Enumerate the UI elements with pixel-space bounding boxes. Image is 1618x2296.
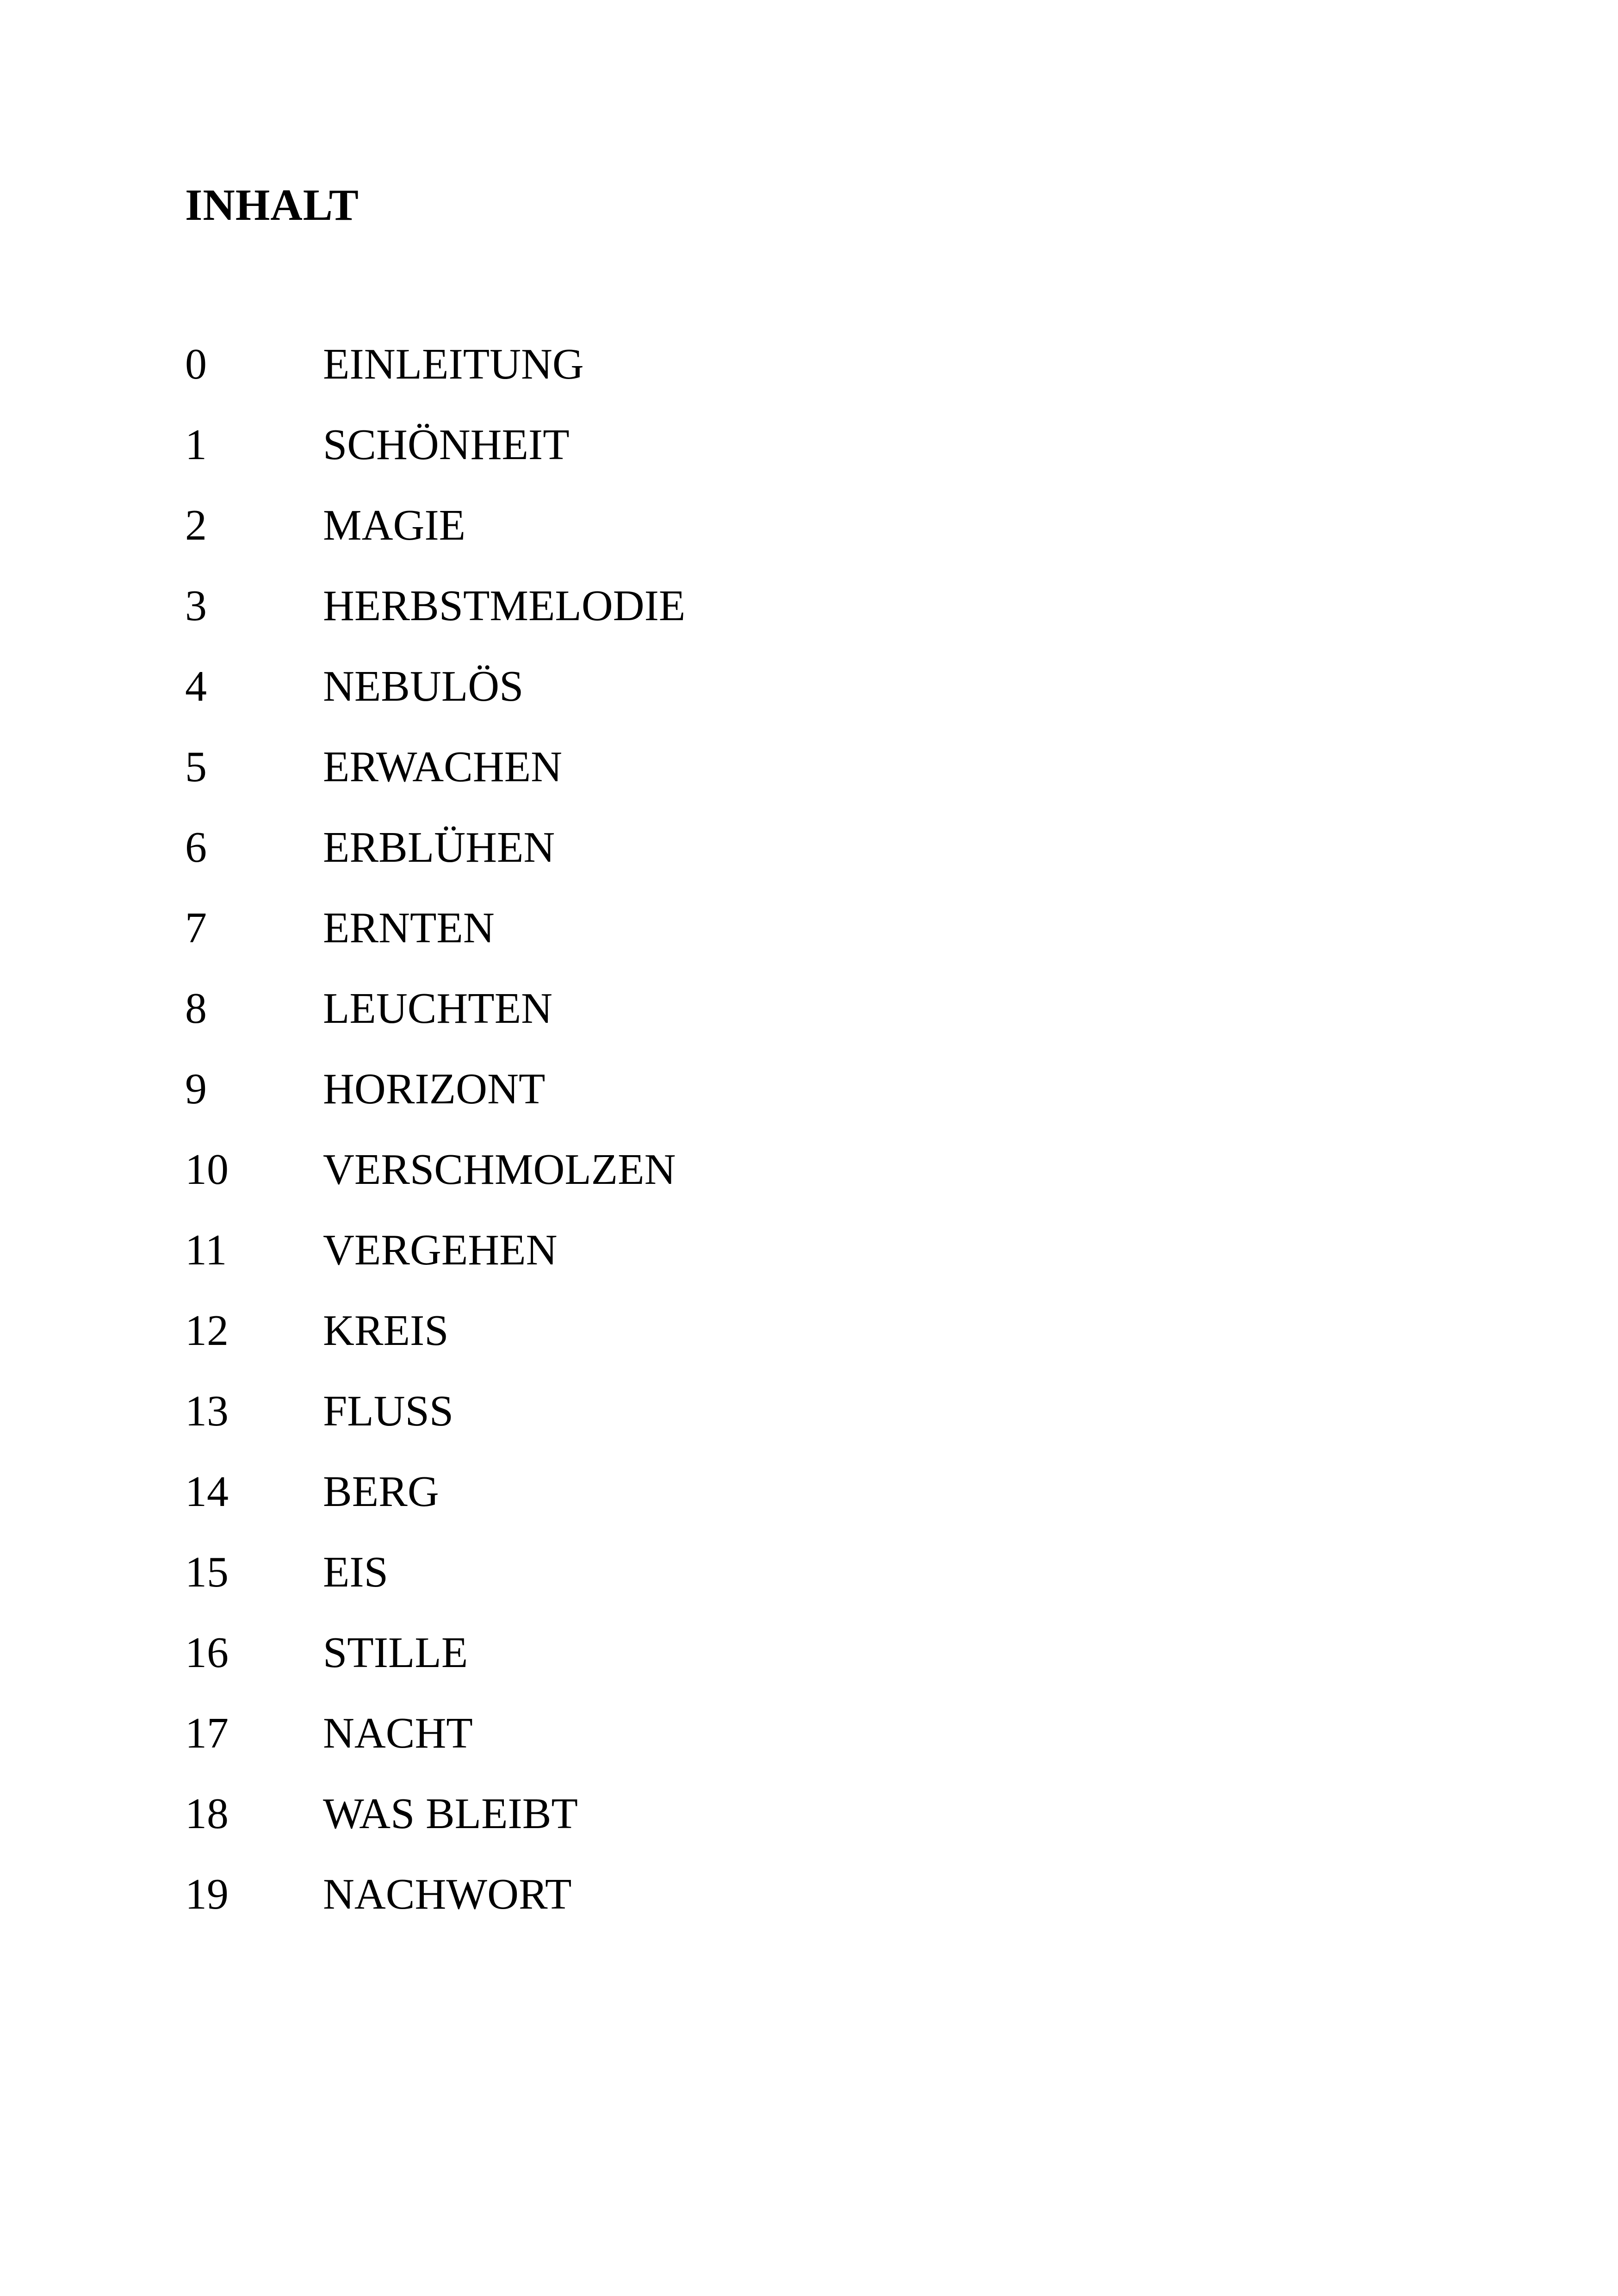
toc-label: MAGIE [323,501,466,549]
toc-label: KREIS [323,1307,449,1355]
toc-entry [185,501,685,584]
toc-number: 10 [185,1145,229,1194]
toc-entry [185,1550,685,1631]
toc-entry [185,662,685,745]
toc-label: WAS BLEIBT [323,1790,578,1838]
toc-label: STILLE [323,1629,468,1677]
toc-label: VERGEHEN [323,1226,558,1274]
toc-label: VERSCHMOLZEN [323,1145,676,1194]
toc-label: NACHWORT [323,1870,572,1918]
toc-number: 13 [185,1387,229,1435]
toc-number: 18 [185,1790,229,1838]
toc-number: 4 [185,662,207,710]
toc-label: SCHÖNHEIT [323,421,570,469]
toc-label: EINLEITUNG [323,340,584,388]
toc-number: 5 [185,743,207,791]
toc-entry [185,1792,685,1873]
toc-label: BERG [323,1468,439,1516]
toc-number: 6 [185,823,207,871]
toc-number: 2 [185,501,207,549]
toc-number: 19 [185,1870,229,1918]
toc-label: FLUSS [323,1387,454,1435]
page-title: INHALT [185,180,359,230]
toc-number: 17 [185,1709,229,1757]
toc-entry [185,342,685,423]
toc-entry [185,1870,685,1953]
toc-label: NACHT [323,1709,473,1757]
toc-entry [185,823,685,906]
toc-number: 7 [185,904,207,952]
toc-label: NEBULÖS [323,662,524,710]
toc-label: ERNTEN [323,904,495,952]
toc-number: 12 [185,1307,229,1355]
toc-number: 8 [185,984,207,1033]
toc-number: 0 [185,340,207,388]
toc-label: ERBLÜHEN [323,823,555,871]
toc-label: LEUCHTEN [323,984,553,1033]
toc-entry [185,984,685,1067]
toc-entry [185,1145,685,1228]
toc-entry [185,1470,685,1550]
toc-label: ERWACHEN [323,743,562,791]
toc-number: 16 [185,1629,229,1677]
toc-entry [185,1389,685,1470]
toc-label: HERBSTMELODIE [323,582,686,630]
toc-number: 15 [185,1548,229,1596]
toc-entry [185,1067,685,1148]
toc-entry [185,1631,685,1711]
toc-entry [185,584,685,665]
toc-entry [185,1228,685,1309]
toc-entry [185,745,685,826]
toc-entry [185,1309,685,1389]
toc-label: HORIZONT [323,1065,546,1113]
toc-number: 9 [185,1065,207,1113]
toc-label: EIS [323,1548,388,1596]
toc-entry [185,423,685,504]
table-of-contents [185,342,685,1953]
toc-number: 11 [185,1226,227,1274]
toc-entry [185,1711,685,1792]
toc-number: 1 [185,421,207,469]
toc-number: 3 [185,582,207,630]
toc-number: 14 [185,1468,229,1516]
toc-entry [185,906,685,987]
